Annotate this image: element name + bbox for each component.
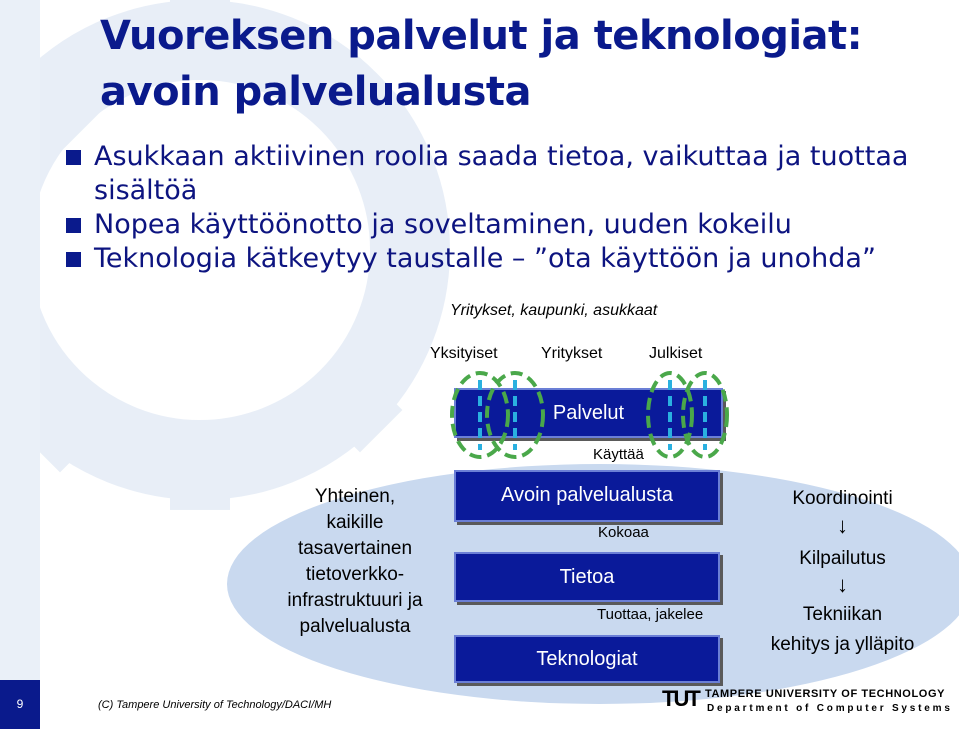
kehitys-label: kehitys ja ylläpito (770, 634, 915, 655)
tut-logo: TUT (662, 686, 699, 711)
bullet-item (66, 242, 946, 276)
arrow-down-icon: ↓ (837, 572, 848, 597)
infrastructure-text (250, 484, 460, 640)
arrow-down-icon: ↓ (837, 513, 848, 538)
teknologiat-label: Teknologiat (536, 648, 638, 670)
stakeholder-public: Julkiset (649, 345, 703, 362)
stakeholder-companies: Yritykset (541, 345, 603, 362)
bullet-square-icon (66, 218, 81, 233)
bullet-text: Teknologia kätkeytyy taustalle – ”ota käyttöön ja unohda” (94, 243, 876, 274)
university-name: TAMPERE UNIVERSITY OF TECHNOLOGY (705, 688, 946, 700)
infra-line: Yhteinen, (314, 486, 396, 507)
kilpailutus-label: Kilpailutus (799, 548, 886, 569)
koordinointi-label: Koordinointi (792, 488, 893, 509)
slide-number: 9 (0, 680, 40, 729)
dashed-groups-icon (440, 370, 740, 460)
bullet-text: Asukkaan aktiivinen roolia saada tietoa, vaikuttaa ja tuottaa sisältöä (94, 141, 909, 206)
infra-line: tietoverkko- (305, 564, 405, 585)
stakeholder-private: Yksityiset (430, 345, 498, 362)
slide-title: Vuoreksen palvelut ja teknologiat: avoin palvelualusta (100, 13, 863, 115)
tietoa-box (454, 552, 720, 602)
bullet-square-icon (66, 150, 81, 165)
palvelut-label: Palvelut (552, 402, 625, 424)
infra-line: infrastruktuuri ja (287, 590, 423, 611)
avoin-label: Avoin palvelualusta (501, 484, 673, 506)
bullet-list (66, 140, 946, 276)
copyright-text: (C) Tampere University of Technology/DACI/MH (98, 699, 332, 711)
teknologiat-box (454, 635, 720, 683)
infra-line: tasavertainen (297, 538, 413, 559)
bullet-text: Nopea käyttöönotto ja soveltaminen, uuden kokeilu (94, 209, 792, 240)
bullet-item (66, 208, 946, 242)
kayttaa-label: Käyttää (593, 446, 644, 463)
tuottaa-label: Tuottaa, jakelee (597, 606, 704, 623)
infra-line: palvelualusta (299, 616, 411, 637)
bullet-square-icon (66, 252, 81, 267)
left-strip (0, 0, 40, 729)
bullet-item (66, 140, 946, 208)
avoin-palvelualusta-box (454, 470, 720, 522)
tekniikan-label: Tekniikan (802, 604, 883, 625)
kokoaa-label: Kokoaa (598, 524, 649, 541)
infra-line: kaikille (326, 512, 384, 533)
stakeholders-caption: Yritykset, kaupunki, asukkaat (450, 302, 658, 319)
department-name: Department of Computer Systems (707, 703, 953, 714)
tietoa-label: Tietoa (559, 566, 615, 588)
